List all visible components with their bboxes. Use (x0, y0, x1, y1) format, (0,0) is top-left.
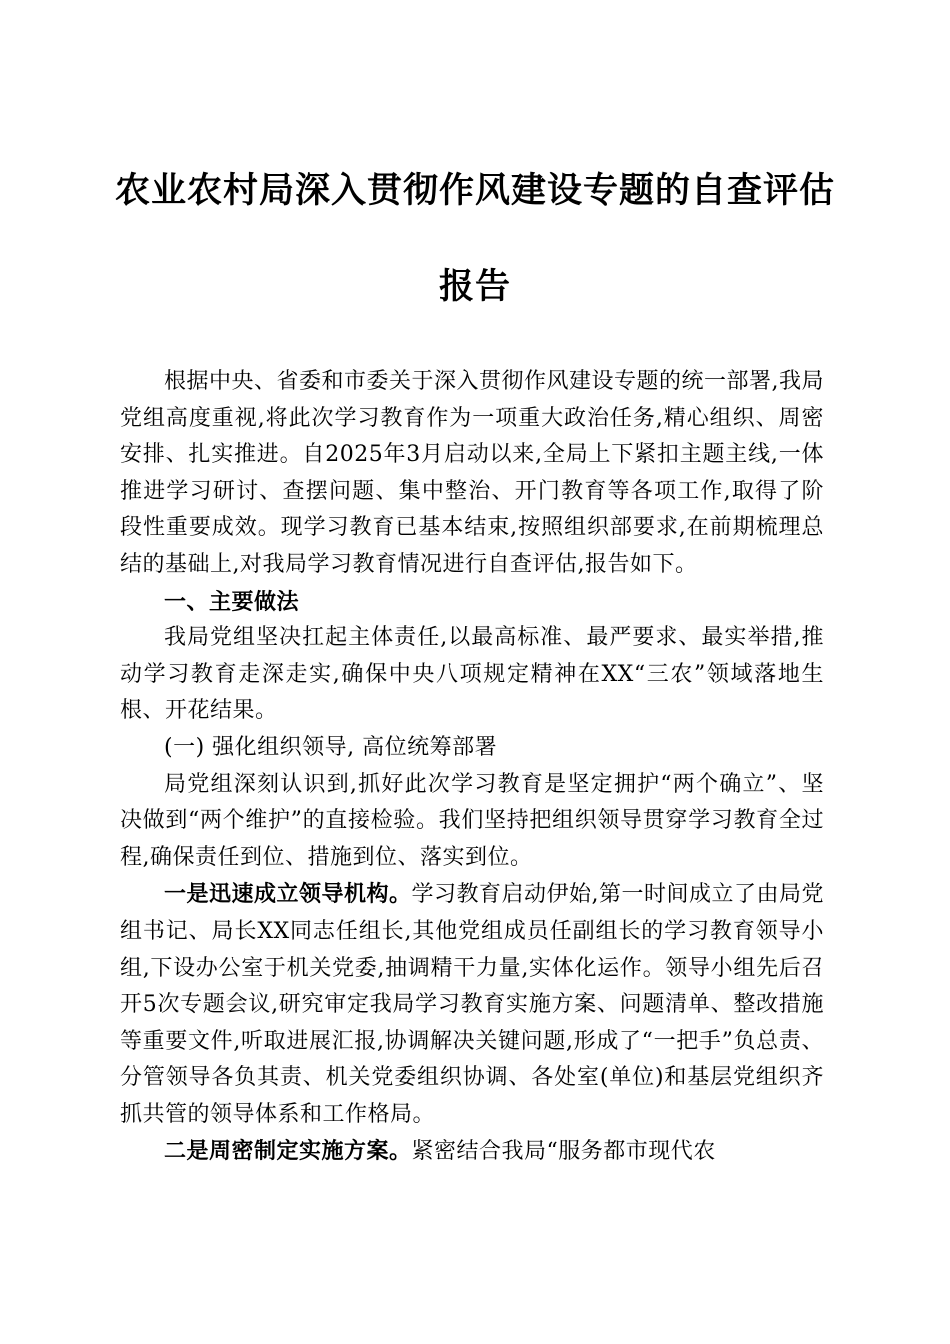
document-body (120, 364, 824, 1171)
document-title-line1: 农业农村局深入贯彻作风建设专题的自查评估 (114, 170, 835, 211)
section-heading-main-practices: 一、主要做法 (164, 588, 300, 615)
point-lead-1: 一是迅速成立领导机构。 (164, 881, 412, 908)
section-paragraph: 我局党组坚决扛起主体责任,以最高标准、最严要求、最实举措,推动学习教育走深走实,确保中央八项规定精神在XX“三农”领域落地生根、开花结果。 (120, 625, 824, 724)
point-paragraph-2 (120, 1133, 824, 1171)
subsection-paragraph: 局党组深刻认识到,抓好此次学习教育是坚定拥护“两个确立”、坚决做到“两个维护”的直接检验。我们坚持把组织领导贯穿学习教育全过程,确保责任到位、措施到位、落实到位。 (120, 771, 824, 870)
point-paragraph-1 (120, 876, 824, 1133)
point-text-1: 学习教育启动伊始,第一时间成立了由局党组书记、局长XX同志任组长,其他党组成员任副组长的学习教育领导小组,下设办公室于机关党委,抽调精干力量,实体化运作。领导小组先后召开5次专题会议,研究审定我局学习教育实施方案、问题清单、整改措施等重要文件,听取进展汇报,协调解决关键问题,形成了“一把手”负总责、分管领导各负其责、机关党委组织协调、各处室(单位)和基层党组织齐抓共管的领导体系和工作格局。 (120, 882, 825, 1127)
document-title-line2: 报告 (438, 266, 511, 307)
subsection-heading-organization: (一) 强化组织领导, 高位统筹部署 (164, 734, 498, 760)
point-text-2: 紧密结合我局“服务都市现代农 (411, 1139, 716, 1165)
point-lead-2: 二是周密制定实施方案。 (164, 1138, 412, 1165)
intro-paragraph: 根据中央、省委和市委关于深入贯彻作风建设专题的统一部署,我局党组高度重视,将此次学习教育作为一项重大政治任务,精心组织、周密安排、扎实推进。自2025年3月启动以来,全局上下紧扣主题主线,一体推进学习研讨、查摆问题、集中整治、开门教育等各项工作,取得了阶段性重要成效。现学习教育已基本结束,按照组织部要求,在前期梳理总结的基础上,对我局学习教育情况进行自查评估,报告如下。 (120, 369, 824, 577)
